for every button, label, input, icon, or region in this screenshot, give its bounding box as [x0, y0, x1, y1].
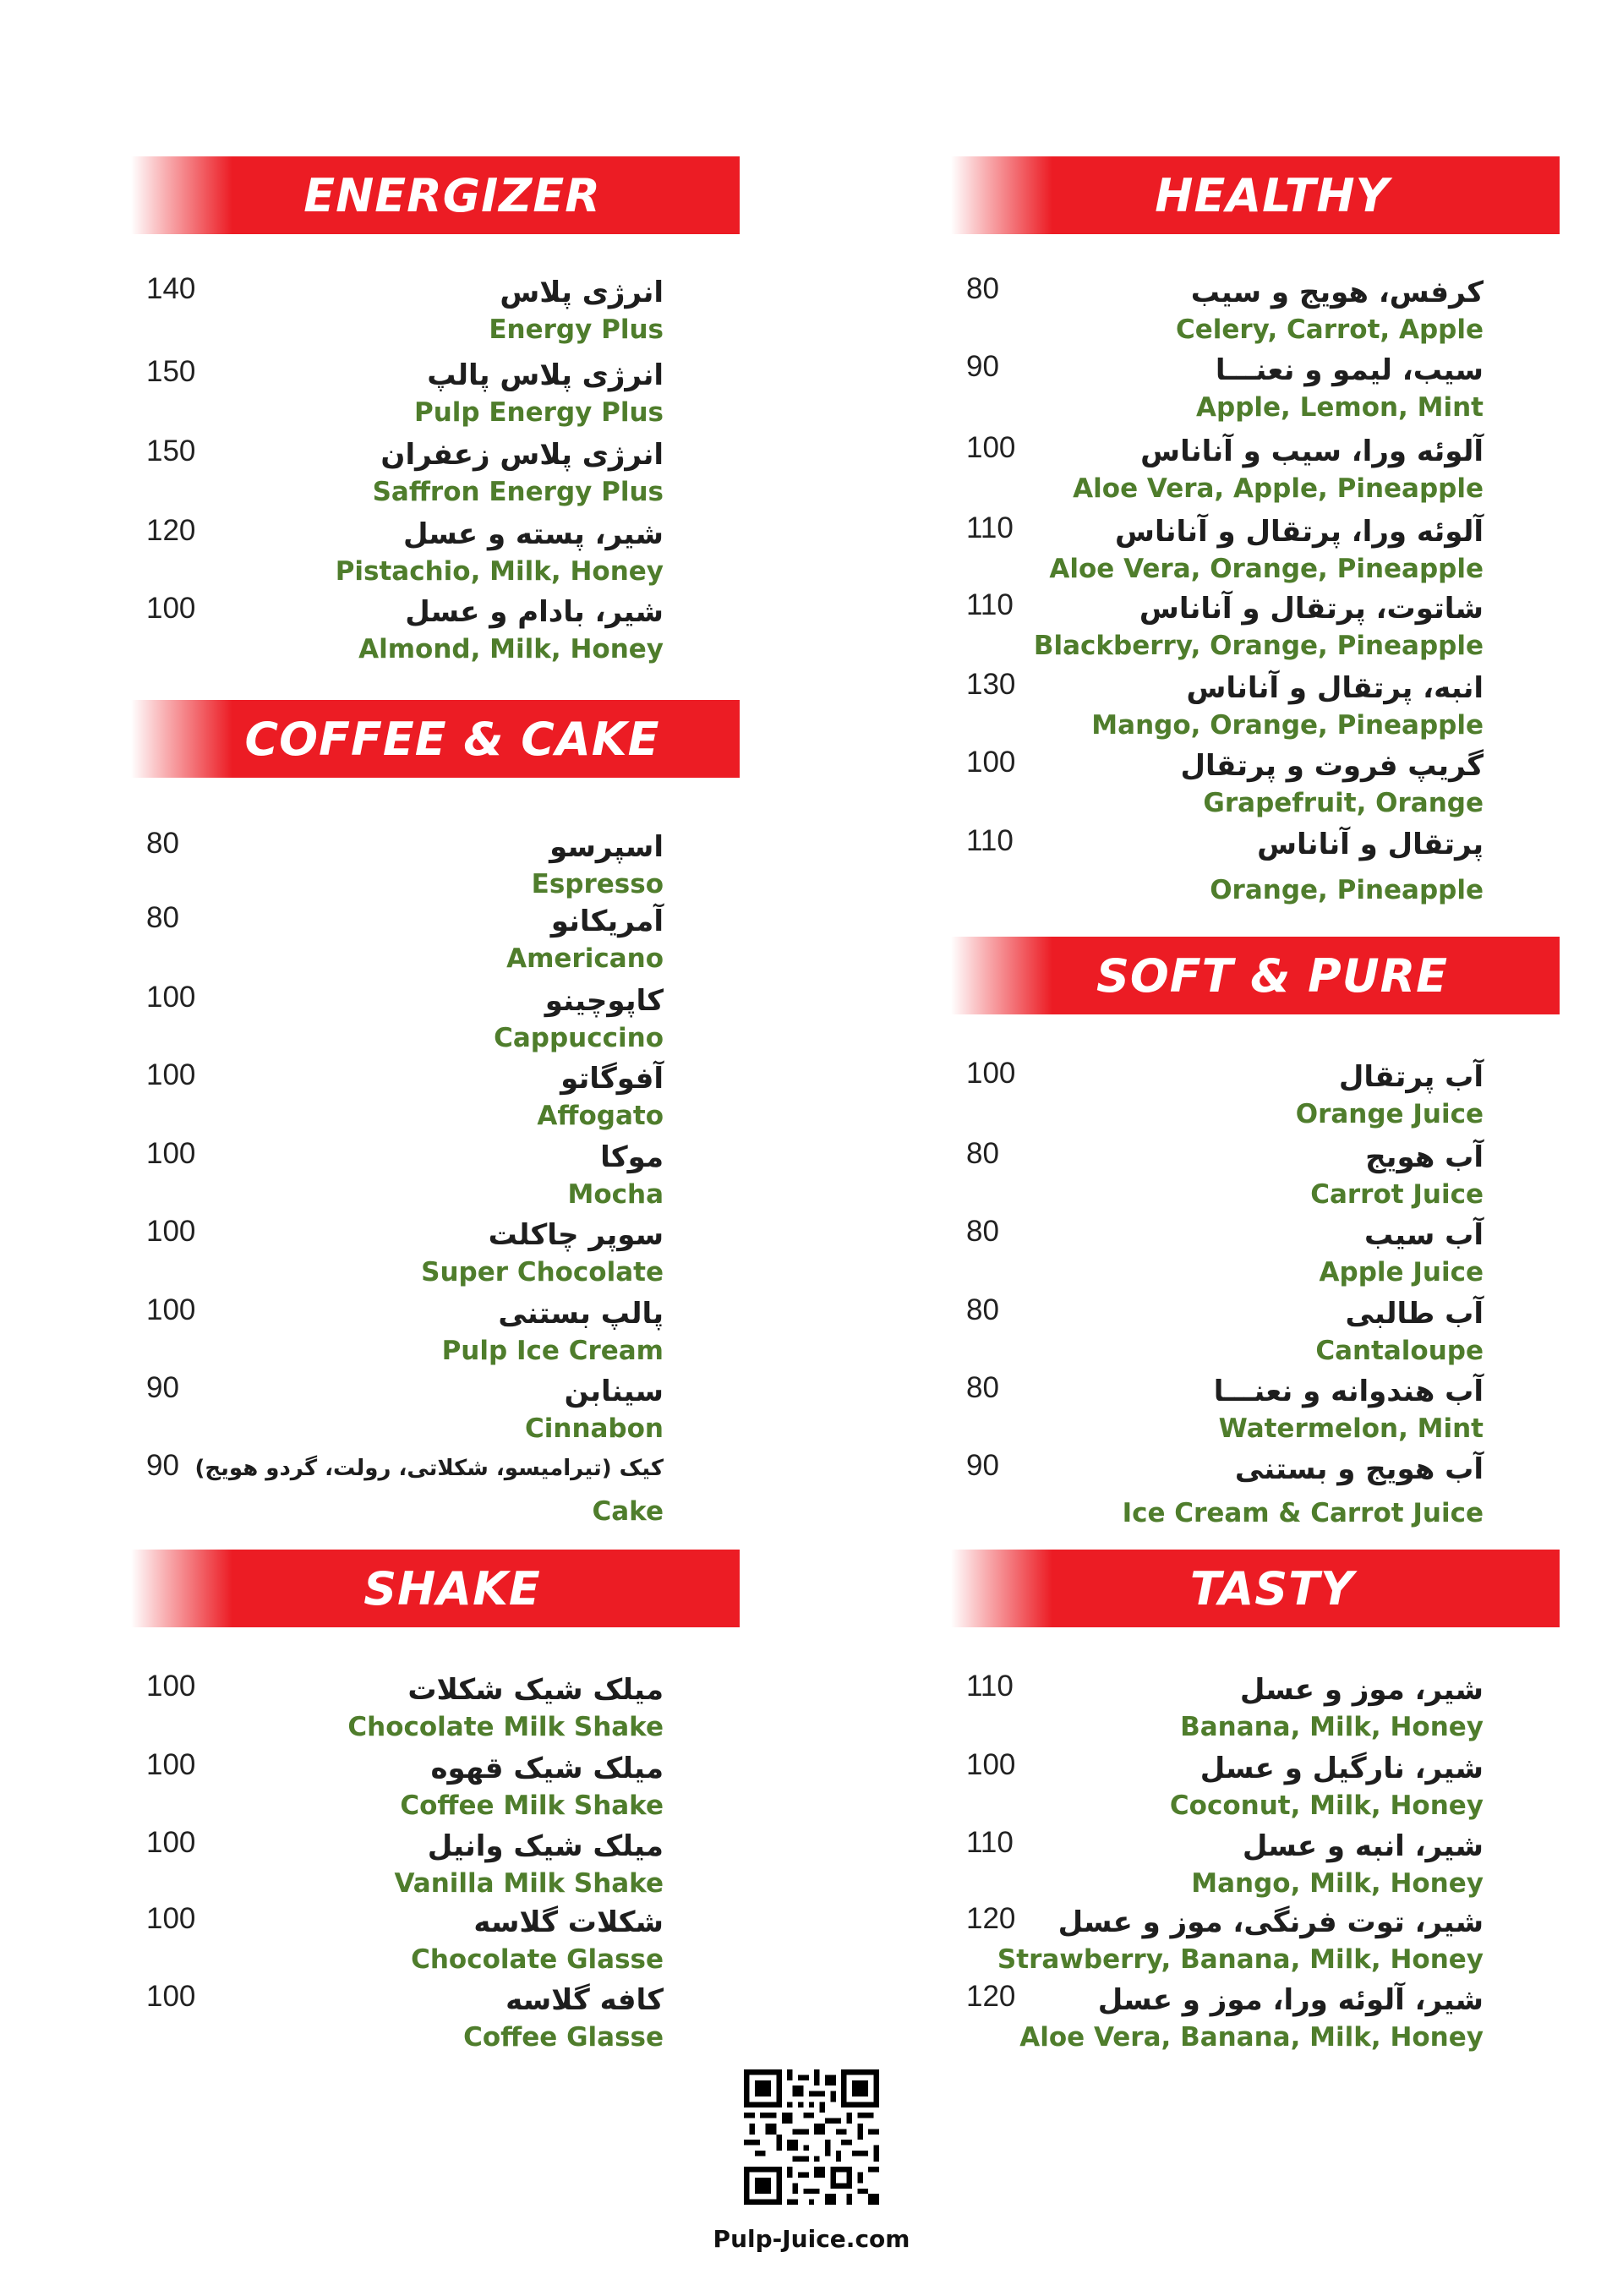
- healthy-banner: [951, 156, 1560, 234]
- item-persian-name: شیر، بادام و عسل: [405, 595, 664, 629]
- item-persian-name: کیک (تیرامیسو، شکلاتی، رولت، گردو هویج): [194, 1456, 664, 1481]
- item-price: 90: [146, 1449, 179, 1482]
- item-price: 90: [146, 1371, 179, 1404]
- item-english-name: Pistachio, Milk, Honey: [335, 556, 664, 587]
- tasty-banner: [951, 1550, 1560, 1627]
- item-price: 100: [146, 592, 196, 625]
- item-persian-name: آلوئه ورا، پرتقال و آناناس: [1115, 515, 1484, 549]
- item-price: 110: [966, 824, 1014, 857]
- item-english-name: Chocolate Glasse: [411, 1944, 664, 1975]
- item-price: 80: [966, 272, 999, 305]
- item-persian-name: کاپوچینو: [544, 984, 664, 1018]
- shake-banner: [131, 1550, 740, 1627]
- item-price: 80: [146, 901, 179, 934]
- item-persian-name: آب طالبی: [1345, 1297, 1484, 1331]
- item-english-name: Almond, Milk, Honey: [358, 634, 664, 664]
- item-price: 140: [146, 272, 196, 305]
- item-price: 100: [146, 1670, 196, 1703]
- item-english-name: Apple, Lemon, Mint: [1196, 392, 1484, 423]
- item-persian-name: میلک شیک وانیل: [427, 1829, 664, 1863]
- energizer-title: ENERGIZER: [303, 168, 601, 222]
- item-price: 110: [966, 588, 1014, 621]
- item-persian-name: میلک شیک قهوه: [430, 1752, 664, 1785]
- item-persian-name: آب هویج: [1365, 1140, 1484, 1174]
- coffee-banner: [131, 700, 740, 778]
- healthy-section: [951, 156, 1560, 234]
- item-english-name: Cantaloupe: [1315, 1336, 1484, 1366]
- shake-title: SHAKE: [363, 1561, 541, 1615]
- item-price: 80: [966, 1215, 999, 1248]
- item-english-name: Saffron Energy Plus: [372, 477, 664, 507]
- item-persian-name: اسپرسو: [549, 830, 664, 864]
- item-english-name: Grapefruit, Orange: [1203, 788, 1484, 818]
- item-price: 100: [146, 1293, 196, 1326]
- item-persian-name: انرژی پلاس زعفران: [380, 438, 664, 472]
- item-price: 80: [966, 1371, 999, 1404]
- soft-banner: [951, 937, 1560, 1014]
- item-price: 100: [146, 1748, 196, 1781]
- item-price: 100: [966, 746, 1016, 779]
- item-price: 100: [966, 1057, 1016, 1090]
- item-persian-name: کرفس، هویج و سیب: [1190, 276, 1484, 309]
- item-english-name: Super Chocolate: [421, 1257, 664, 1287]
- item-english-name: Cappuccino: [494, 1023, 664, 1053]
- item-persian-name: شیر، توت فرنگی، موز و عسل: [1057, 1905, 1484, 1939]
- item-persian-name: آب هویج و بستنی: [1234, 1452, 1484, 1486]
- item-persian-name: انبه، پرتقال و آناناس: [1186, 671, 1484, 705]
- item-price: 100: [146, 1902, 196, 1935]
- item-english-name: Aloe Vera, Orange, Pineapple: [1049, 554, 1484, 584]
- item-price: 150: [146, 355, 196, 388]
- website-link[interactable]: Pulp-Juice.com: [713, 2225, 910, 2253]
- item-english-name: Pulp Ice Cream: [441, 1336, 664, 1366]
- item-price: 100: [146, 1826, 196, 1859]
- item-english-name: Celery, Carrot, Apple: [1175, 314, 1484, 345]
- item-price: 110: [966, 1670, 1014, 1703]
- item-price: 90: [966, 1449, 999, 1482]
- item-price: 110: [966, 511, 1014, 544]
- item-persian-name: آفوگاتو: [560, 1062, 664, 1096]
- energizer-section: [131, 156, 740, 234]
- item-price: 100: [966, 1748, 1016, 1781]
- item-english-name: Aloe Vera, Apple, Pineapple: [1073, 473, 1484, 504]
- item-price: 120: [966, 1980, 1016, 2013]
- item-english-name: Coffee Glasse: [463, 2022, 664, 2053]
- item-persian-name: پالپ بستنی: [498, 1297, 664, 1331]
- item-persian-name: آب سیب: [1364, 1218, 1484, 1252]
- shake-section: [131, 1550, 740, 1627]
- item-persian-name: موکا: [600, 1140, 664, 1174]
- item-english-name: Apple Juice: [1319, 1257, 1484, 1287]
- item-persian-name: سیب، لیمو و نعنـــا: [1215, 353, 1484, 387]
- item-persian-name: انرژی پلاس: [500, 276, 664, 309]
- item-english-name: Watermelon, Mint: [1218, 1413, 1484, 1444]
- item-english-name: Banana, Milk, Honey: [1180, 1712, 1484, 1742]
- item-english-name: Chocolate Milk Shake: [347, 1712, 664, 1742]
- item-english-name: Pulp Energy Plus: [413, 397, 664, 428]
- item-persian-name: انرژی پلاس پالپ: [427, 358, 664, 392]
- item-price: 100: [146, 1137, 196, 1170]
- item-price: 90: [966, 350, 999, 383]
- tasty-section: [951, 1550, 1560, 1627]
- item-english-name: Coffee Milk Shake: [400, 1790, 664, 1821]
- soft-section: [951, 937, 1560, 1014]
- item-english-name: Affogato: [537, 1101, 664, 1131]
- energizer-banner: [131, 156, 740, 234]
- item-english-name: Coconut, Milk, Honey: [1169, 1790, 1484, 1821]
- item-price: 120: [146, 514, 196, 547]
- soft-title: SOFT & PURE: [1096, 948, 1449, 1003]
- item-persian-name: آب هندوانه و نعنـــا: [1213, 1375, 1484, 1408]
- item-persian-name: آب پرتقال: [1338, 1060, 1484, 1094]
- item-price: 100: [146, 981, 196, 1014]
- item-persian-name: شکلات گلاسه: [473, 1905, 664, 1939]
- item-persian-name: شیر، پسته و عسل: [402, 517, 664, 551]
- item-english-name: Carrot Juice: [1310, 1179, 1484, 1210]
- item-price: 130: [966, 668, 1016, 701]
- item-persian-name: سینابن: [564, 1375, 664, 1408]
- item-english-name: Vanilla Milk Shake: [394, 1868, 664, 1899]
- item-price: 80: [966, 1293, 999, 1326]
- item-english-name: Energy Plus: [489, 314, 664, 345]
- item-persian-name: شیر، نارگیل و عسل: [1199, 1752, 1484, 1785]
- item-english-name: Mocha: [567, 1179, 664, 1210]
- item-persian-name: گریپ فروت و پرتقال: [1180, 749, 1484, 783]
- item-price: 80: [966, 1137, 999, 1170]
- item-english-name: Espresso: [531, 869, 664, 899]
- item-persian-name: شیر، موز و عسل: [1239, 1673, 1484, 1707]
- item-english-name: Orange Juice: [1295, 1099, 1484, 1129]
- item-persian-name: آلوئه ورا، سیب و آناناس: [1140, 435, 1484, 468]
- qr-code-icon[interactable]: [744, 2069, 879, 2205]
- item-persian-name: کافه گلاسه: [505, 1983, 664, 2017]
- item-english-name: Orange, Pineapple: [1210, 875, 1484, 905]
- item-price: 100: [146, 1058, 196, 1091]
- item-persian-name: سوپر چاکلت: [488, 1218, 664, 1252]
- item-price: 100: [966, 431, 1016, 464]
- item-persian-name: شاتوت، پرتقال و آناناس: [1139, 592, 1484, 626]
- tasty-title: TASTY: [1189, 1561, 1355, 1615]
- coffee-section: [131, 700, 740, 778]
- item-english-name: Mango, Milk, Honey: [1191, 1868, 1484, 1899]
- item-price: 120: [966, 1902, 1016, 1935]
- item-persian-name: پرتقال و آناناس: [1257, 828, 1484, 861]
- item-persian-name: آمریکانو: [550, 905, 664, 938]
- item-price: 110: [966, 1826, 1014, 1859]
- item-persian-name: میلک شیک شکلات: [407, 1673, 664, 1707]
- item-english-name: Mango, Orange, Pineapple: [1091, 710, 1484, 741]
- item-price: 100: [146, 1215, 196, 1248]
- item-english-name: Americano: [506, 943, 664, 974]
- item-price: 150: [146, 435, 196, 467]
- item-english-name: Aloe Vera, Banana, Milk, Honey: [1019, 2022, 1484, 2053]
- item-english-name: Blackberry, Orange, Pineapple: [1033, 631, 1484, 661]
- item-english-name: Cake: [592, 1496, 664, 1527]
- healthy-title: HEALTHY: [1155, 168, 1390, 222]
- item-price: 80: [146, 827, 179, 860]
- item-persian-name: شیر، آلوئه ورا، موز و عسل: [1097, 1983, 1484, 2017]
- item-english-name: Strawberry, Banana, Milk, Honey: [997, 1944, 1484, 1975]
- item-price: 100: [146, 1980, 196, 2013]
- coffee-title: COFFEE & CAKE: [244, 712, 660, 766]
- item-english-name: Cinnabon: [525, 1413, 664, 1444]
- item-english-name: Ice Cream & Carrot Juice: [1122, 1498, 1484, 1528]
- item-persian-name: شیر، انبه و عسل: [1242, 1829, 1484, 1863]
